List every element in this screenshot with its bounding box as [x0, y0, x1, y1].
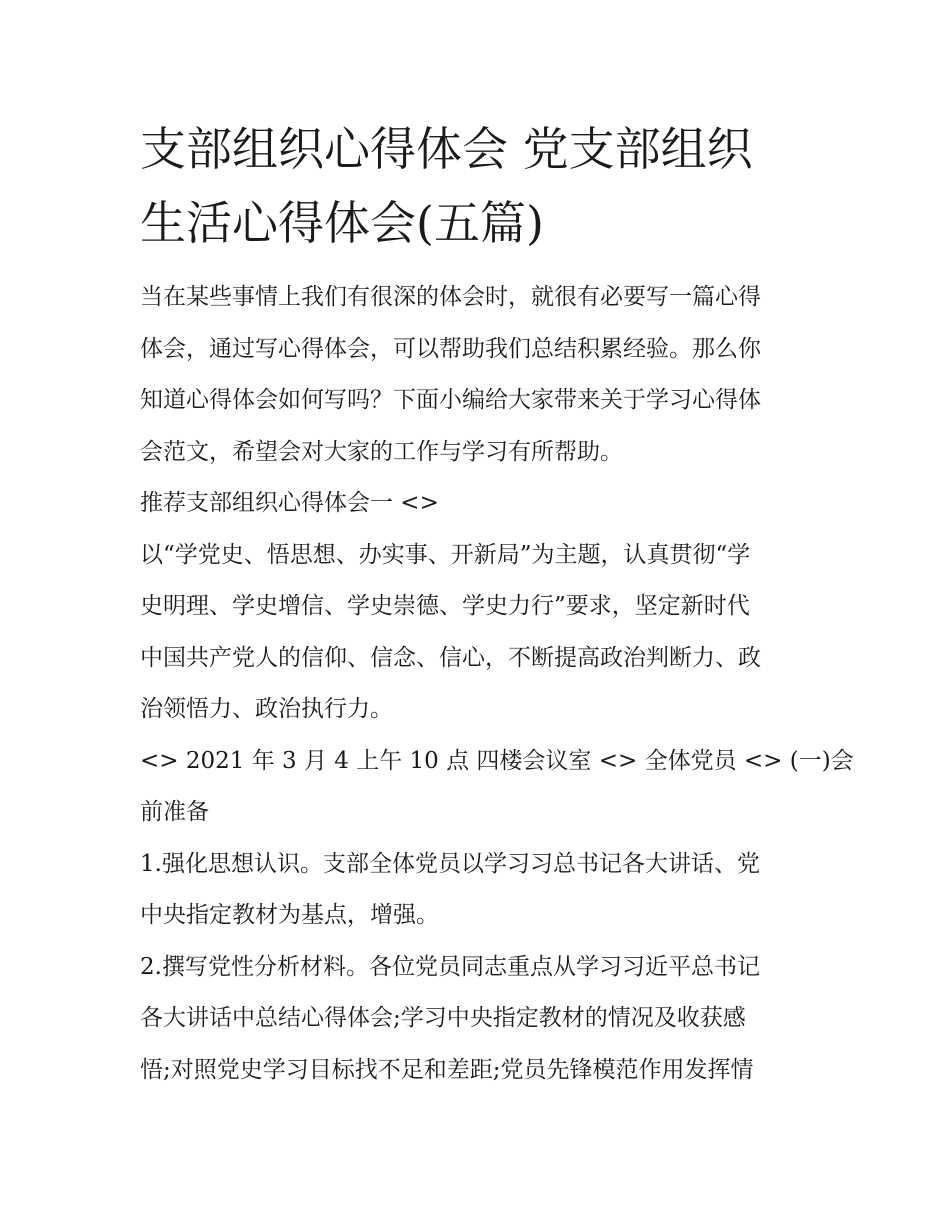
text-line: 以“学党史、悟思想、办实事、开新局”为主题，认真贯彻“学: [140, 541, 751, 568]
meeting-info-paragraph: [140, 736, 854, 839]
text-line: 中国共产党人的信仰、信念、信心，不断提高政治判断力、政: [140, 644, 761, 671]
intro-paragraph: [140, 272, 820, 478]
section-heading: [140, 478, 820, 530]
title-line-2: 生活心得体会(五篇): [140, 196, 544, 250]
text-line: 治领悟力、政治执行力。: [140, 696, 393, 722]
text-line: 中央指定教材为基点，增强。: [140, 902, 439, 928]
text-line: 体会，通过写心得体会，可以帮助我们总结积累经验。那么你: [140, 335, 761, 362]
item-2-paragraph: [140, 942, 820, 1097]
text-line: 1.强化思想认识。支部全体党员以学习习总书记各大讲话、党: [140, 850, 760, 877]
text-line: 会范文，希望会对大家的工作与学习有所帮助。: [140, 438, 623, 465]
text-line: 推荐支部组织心得体会一 <>: [140, 490, 439, 516]
item-1-paragraph: [140, 839, 820, 942]
title-line-1: 支部组织心得体会 党支部组织: [140, 122, 753, 176]
document-title: [140, 112, 820, 260]
text-line: 知道心得体会如何写吗？下面小编给大家带来关于学习心得体: [140, 387, 761, 413]
text-line: 当在某些事情上我们有很深的体会时，就很有必要写一篇心得: [140, 284, 761, 310]
theme-paragraph: [140, 530, 820, 736]
document-page: [140, 112, 854, 1096]
text-line: 史明理、学史增信、学史崇德、学史力行”要求，坚定新时代: [140, 593, 750, 619]
text-line: 各大讲话中总结心得体会;学习中央指定教材的情况及收获感: [140, 1005, 746, 1031]
text-line: <> 2021 年 3 月 4 上午 10 点 四楼会议室 <> 全体党员 <> (一)会: [140, 747, 854, 774]
text-line: 2.撰写党性分析材料。各位党员同志重点从学习习近平总书记: [140, 953, 760, 980]
text-line: 前准备: [140, 799, 209, 825]
text-line: 悟;对照党史学习目标找不足和差距;党员先锋模范作用发挥情: [140, 1056, 754, 1083]
